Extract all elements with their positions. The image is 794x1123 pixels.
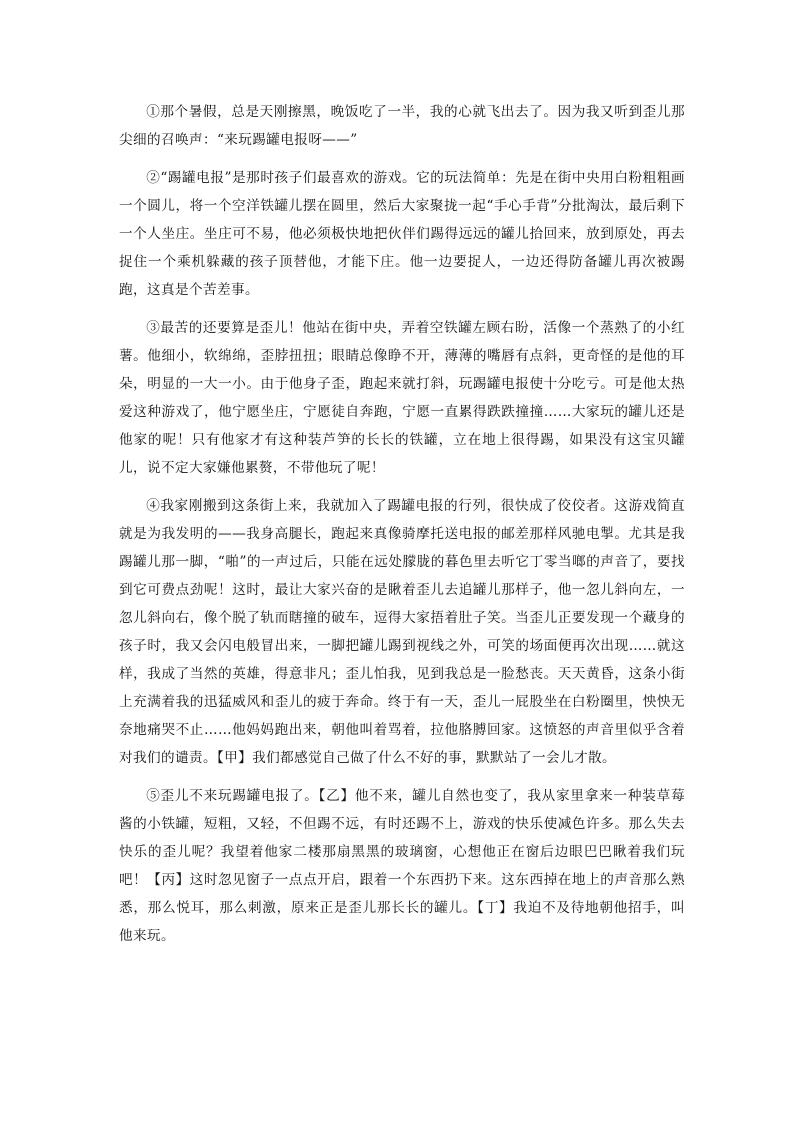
paragraph-3: ③最苦的还要算是歪儿！他站在街中央，弄着空铁罐左顾右盼，活像一个蒸熟了的小红薯。他细小，软绵绵，歪脖扭扭；眼睛总像睁不开，薄薄的嘴唇有点斜，更奇怪的是他的耳朵，明显的一大一小。由于他身子歪，跑起来就打斜，玩踢罐电报使十分吃亏。可是他太热爱这种游戏了，他宁愿坐庄，宁愿徒自奔跑，宁愿一直累得跌跌撞撞……大家玩的罐儿还是他家的呢！只有他家才有这种装芦笋的长长的铁罐，立在地上很得踢，如果没有这宝贝罐儿，说不定大家嫌他累赘，不带他玩了呢！: [119, 320, 685, 476]
paragraph-5: ⑤歪儿不来玩踢罐电报了。【乙】他不来，罐儿自然也变了，我从家里拿来一种装草莓酱的小铁罐，短粗，又轻，不但踢不远，有时还踢不上，游戏的快乐使减色许多。那么失去快乐的歪儿呢？我望着他家二楼那扇黑黑的玻璃窗，心想他正在窗后边眼巴巴瞅着我们玩吧！【丙】这时忽见窗子一点点开启，跟着一个东西扔下来。这东西掉在地上的声音那么熟悉，那么悦耳，那么刺激，原来正是歪儿那长长的罐儿。【丁】我迫不及待地朝他招手，叫他来玩。: [119, 788, 685, 944]
paragraph-4: ④我家刚搬到这条街上来，我就加入了踢罐电报的行列，很快成了佼佼者。这游戏简直就是为我发明的——我身高腿长，跑起来真像骑摩托送电报的邮差那样风驰电掣。尤其是我踢罐儿那一脚，“啪”的一声过后，只能在远处朦胧的暮色里去听它丁零当啷的声音了，要找到它可费点劲呢！这时，最让大家兴奋的是瞅着歪儿去追罐儿那样子，他一忽儿斜向左，一忽儿斜向右，像个脱了轨而瞎撞的破车，逗得大家捂着肚子笑。当歪儿正要发现一个藏身的孩子时，我又会闪电般冒出来，一脚把罐儿踢到视线之外，可笑的场面便再次出现……就这样，我成了当然的英雄，得意非凡；歪儿怕我，见到我总是一脸愁丧。天天黄昏，这条小街上充满着我的迅猛威风和歪儿的疲于奔命。终于有一天，歪儿一屁股坐在白粉圈里，怏怏无奈地痛哭不止……他妈妈跑出来，朝他叫着骂着，拉他胳膊回家。这愤怒的声音里似乎含着对我们的谴责。【甲】我们都感觉自己做了什么不好的事，默默站了一会儿才散。: [119, 498, 685, 766]
paragraph-1: ①那个暑假，总是天刚擦黑，晚饭吃了一半，我的心就飞出去了。因为我又听到歪儿那尖细的召唤声：“来玩踢罐电报呀——”: [119, 104, 685, 148]
document-page: [119, 98, 685, 960]
paragraph-2: ②“踢罐电报”是那时孩子们最喜欢的游戏。它的玩法简单：先是在街中央用白粉粗粗画一个圆儿，将一个空洋铁罐儿摆在圆里，然后大家聚拢一起“手心手背”分批淘汰，最后剩下一个人坐庄。坐庄可不易，他必须极快地把伙伴们踢得远远的罐儿拾回来，放到原处，再去捉住一个乘机躲藏的孩子顶替他，才能下庄。他一边要捉人，一边还得防备罐儿再次被踢跑，这真是个苦差事。: [119, 170, 685, 298]
